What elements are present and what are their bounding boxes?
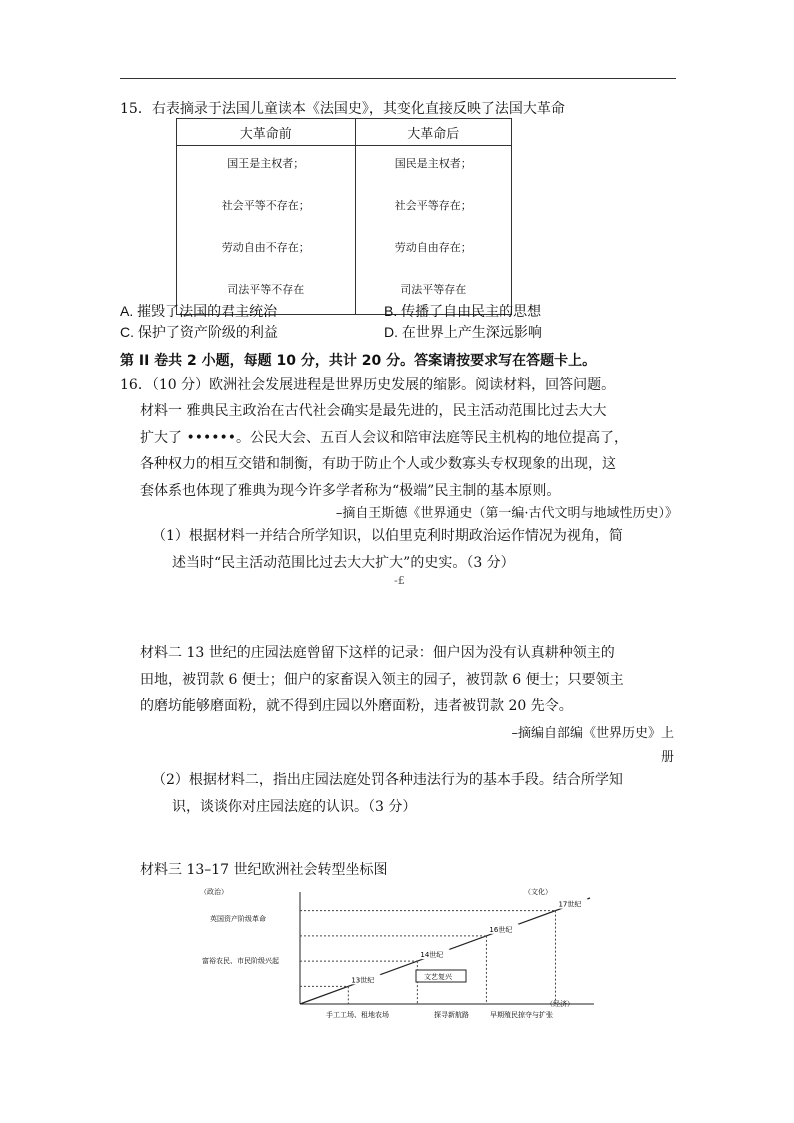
option-a: A. 摧毁了法国的君主统治 [120,303,278,319]
y-axis-label: （政治） [200,888,228,896]
option-d: D. 在世界上产生深远影响 [384,324,542,340]
table-header-before: 大革命前 [177,119,356,146]
chart-svg [198,884,598,1024]
point-label: 14世纪 [420,951,444,960]
table-header-after: 大革命后 [355,119,511,146]
question-line: （1）根据材料一并结合所学知识，以伯里克利时期政治运作情况为视角，简 [152,528,623,544]
x-level-label: 早期殖民掠夺与扩张 [490,1011,553,1019]
y-level-label: 富裕农民、市民阶级兴起 [202,957,279,965]
before-column [177,146,356,315]
point-label: 13世纪 [351,976,375,985]
point-label: 16世纪 [489,925,513,934]
table-cell: 社会平等不存在； [221,199,310,212]
x-axis-label: （经济） [546,1000,574,1008]
x-level-label: 手工工场、租地农场 [326,1011,389,1019]
table-cell: 劳动自由存在； [394,241,472,254]
material-1-citation: –摘自王斯德《世界通史（第一编·古代文明与地域性历史）》 [335,506,678,521]
transformation-chart [198,884,598,1024]
material-2-line: 材料二 13 世纪的庄园法庭曾留下这样的记录：佃户因为没有认真耕种领主的 [140,645,615,661]
material-2-line: 田地，被罚款 6 便士；佃户的家畜误入领主的园子，被罚款 6 便士；只要领主 [140,671,624,688]
corner-label: （文化） [524,888,552,896]
question-line: 述当时“民主活动范围比过去大大扩大”的史实。（3 分） [172,554,515,571]
question-16-1 [152,523,692,576]
table-cell: 司法平等不存在 [227,283,305,296]
material-2 [140,640,680,720]
material-1-line: 材料一 雅典民主政治在古代社会确实是最先进的，民主活动范围比过去大大 [140,403,607,419]
table-cell: 社会平等存在； [394,199,472,212]
top-rule [120,78,676,79]
point-label: 17世纪 [558,900,582,909]
table-cell: 劳动自由不存在； [221,241,310,254]
option-c: C. 保护了资产阶级的利益 [120,324,278,340]
material-3-title: 材料三 13–17 世纪欧洲社会转型坐标图 [140,862,388,878]
question-line: （2）根据材料二，指出庄园法庭处罚各种违法行为的基本手段。结合所学知 [152,772,623,788]
material-1 [140,398,680,504]
table-cell: 司法平等存在 [400,283,467,296]
material-2-citation-cont: 册 [660,750,674,765]
material-1-line: 各种权力的相互交错和制衡，有助于防止个人或少数寡头专权现象的出现，这 [140,456,616,472]
stray-mark: -£ [394,574,405,587]
material-2-citation: –摘编自部编《世界历史》上 [511,726,674,741]
material-1-line: 套体系也体现了雅典为现今许多学者称为“极端”民主制的基本原则。 [140,482,561,499]
y-level-label: 英国资产阶级革命 [210,915,266,923]
question-16-stem: 16．（10 分）欧洲社会发展进程是世界历史发展的缩影。阅读材料，回答问题。 [120,377,616,393]
material-1-line: 扩大了 ••••••。公民大会、五百人会议和陪审法庭等民主机构的地位提高了， [140,429,628,446]
annotation-label: 文艺复兴 [424,973,452,981]
question-15-stem: 15．右表摘录于法国儿童读本《法国史》，其变化直接反映了法国大革命 [120,101,565,117]
material-2-line: 的磨坊能够磨面粉，就不得到庄园以外磨面粉，违者被罚款 20 先令。 [140,698,573,714]
section-header: 第 II 卷共 2 小题，每题 10 分，共计 20 分。答案请按要求写在答题卡上。 [120,353,597,369]
revolution-table [176,118,512,315]
after-column [355,146,511,315]
chart-marks [300,898,590,1004]
table-cell: 国王是主权者； [227,157,305,170]
table-cell: 国民是主权者； [394,157,472,170]
question-line: 识，谈谈你对庄园法庭的认识。（3 分） [172,798,417,815]
x-level-label: 探寻新航路 [434,1011,469,1019]
question-16-2 [152,767,692,820]
option-b: B. 传播了自由民主的思想 [384,303,542,319]
